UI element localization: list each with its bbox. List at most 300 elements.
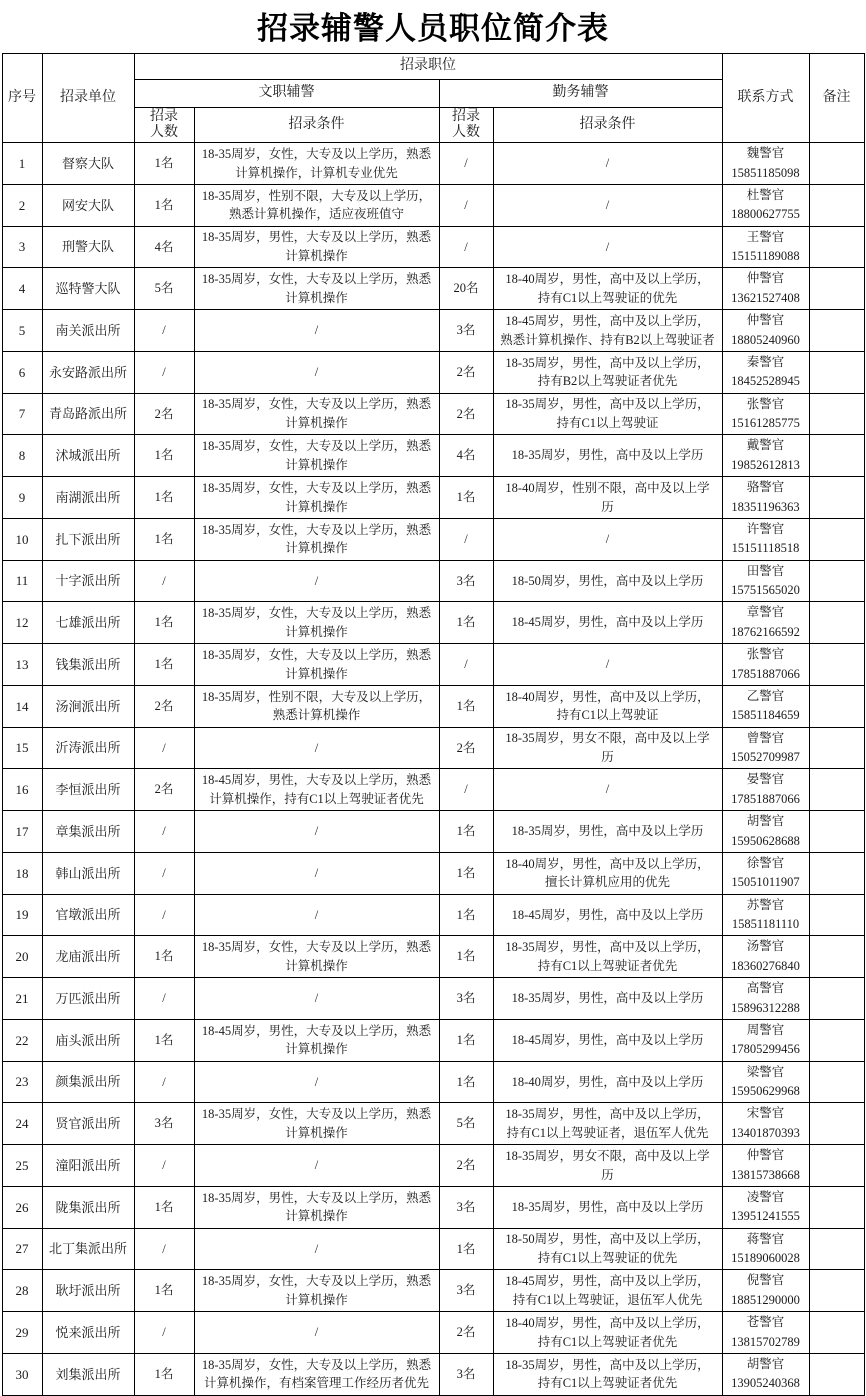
- civilian-condition-cell: /: [194, 1145, 439, 1187]
- header-unit: 招录单位: [42, 54, 134, 143]
- header-duty-count: 招录人数: [439, 108, 493, 143]
- civilian-count-cell: 1名: [134, 1270, 194, 1312]
- civilian-count-cell: 1名: [134, 435, 194, 477]
- table-row: [2, 1061, 864, 1103]
- table-row: [2, 268, 864, 310]
- contact-officer-name: 张警官: [746, 396, 785, 411]
- contact-cell: [722, 393, 809, 435]
- table-row: [2, 1145, 864, 1187]
- unit-cell: 潼阳派出所: [42, 1145, 134, 1187]
- remark-cell: [809, 978, 864, 1020]
- header-duty-condition: 招录条件: [493, 108, 722, 143]
- remark-cell: [809, 1270, 864, 1312]
- civilian-count-cell: /: [134, 560, 194, 602]
- contact-phone-number: 13401870393: [731, 1125, 800, 1140]
- contact-officer-name: 杜警官: [746, 187, 785, 202]
- civilian-condition-cell: /: [194, 727, 439, 769]
- row-number-cell: 20: [2, 936, 42, 978]
- civilian-count-cell: 3名: [134, 1103, 194, 1145]
- contact-phone-number: 17851887066: [731, 791, 800, 806]
- header-contact: 联系方式: [722, 54, 809, 143]
- duty-count-cell: 1名: [439, 852, 493, 894]
- contact-phone-number: 15151189088: [731, 249, 800, 264]
- contact-cell: [722, 1103, 809, 1145]
- duty-condition-cell: 18-35周岁，男性，高中及以上学历，持有B2以上驾驶证者优先: [493, 351, 722, 393]
- unit-cell: 永安路派出所: [42, 351, 134, 393]
- remark-cell: [809, 560, 864, 602]
- table-row: [2, 727, 864, 769]
- duty-condition-cell: 18-35周岁，男性，高中及以上学历，持有C1以上驾驶证者优先: [493, 1353, 722, 1395]
- contact-officer-name: 章警官: [746, 605, 785, 620]
- duty-condition-cell: /: [493, 644, 722, 686]
- contact-officer-name: 许警官: [746, 521, 785, 536]
- contact-cell: [722, 602, 809, 644]
- duty-condition-cell: 18-50周岁，男性，高中及以上学历，持有C1以上驾驶证的优先: [493, 1228, 722, 1270]
- table-row: [2, 477, 864, 519]
- duty-count-cell: /: [439, 644, 493, 686]
- row-number-cell: 3: [2, 226, 42, 268]
- civilian-condition-cell: 18-35周岁，性别不限，大专及以上学历，熟悉计算机操作，适应夜班值守: [194, 184, 439, 226]
- civilian-condition-cell: 18-35周岁，女性，大专及以上学历，熟悉计算机操作: [194, 644, 439, 686]
- civilian-condition-cell: 18-35周岁，女性，大专及以上学历，熟悉计算机操作: [194, 268, 439, 310]
- contact-phone-number: 13815738668: [731, 1167, 800, 1182]
- contact-phone-number: 15896312288: [731, 1000, 800, 1015]
- table-row: [2, 852, 864, 894]
- remark-cell: [809, 1103, 864, 1145]
- civilian-condition-cell: /: [194, 1061, 439, 1103]
- row-number-cell: 25: [2, 1145, 42, 1187]
- civilian-condition-cell: /: [194, 560, 439, 602]
- table-row: [2, 1019, 864, 1061]
- row-number-cell: 4: [2, 268, 42, 310]
- row-number-cell: 23: [2, 1061, 42, 1103]
- contact-cell: [722, 769, 809, 811]
- duty-count-cell: /: [439, 184, 493, 226]
- duty-count-cell: 2名: [439, 727, 493, 769]
- civilian-count-cell: /: [134, 1228, 194, 1270]
- unit-cell: 网安大队: [42, 184, 134, 226]
- unit-cell: 巡特警大队: [42, 268, 134, 310]
- contact-phone-number: 15161285775: [731, 416, 800, 431]
- contact-cell: [722, 1186, 809, 1228]
- row-number-cell: 16: [2, 769, 42, 811]
- row-number-cell: 17: [2, 811, 42, 853]
- contact-phone-number: 15950629968: [731, 1084, 800, 1099]
- table-row: [2, 184, 864, 226]
- unit-cell: 沭城派出所: [42, 435, 134, 477]
- contact-cell: [722, 894, 809, 936]
- table-row: [2, 1312, 864, 1354]
- unit-cell: 颜集派出所: [42, 1061, 134, 1103]
- table-row: [2, 310, 864, 352]
- unit-cell: 扎下派出所: [42, 518, 134, 560]
- contact-phone-number: 15851181110: [731, 917, 800, 932]
- remark-cell: [809, 1145, 864, 1187]
- contact-phone-number: 15189060028: [731, 1251, 800, 1266]
- civilian-count-cell: 2名: [134, 393, 194, 435]
- contact-officer-name: 周警官: [746, 1022, 785, 1037]
- civilian-condition-cell: 18-35周岁，女性，大专及以上学历，熟悉计算机操作: [194, 393, 439, 435]
- contact-phone-number: 13621527408: [731, 290, 800, 305]
- unit-cell: 钱集派出所: [42, 644, 134, 686]
- civilian-condition-cell: /: [194, 852, 439, 894]
- duty-count-cell: 1名: [439, 602, 493, 644]
- unit-cell: 十字派出所: [42, 560, 134, 602]
- duty-condition-cell: 18-45周岁，男性，高中及以上学历，熟悉计算机操作、持有B2以上驾驶证者: [493, 310, 722, 352]
- row-number-cell: 21: [2, 978, 42, 1020]
- contact-phone-number: 18762166592: [731, 624, 800, 639]
- contact-cell: [722, 644, 809, 686]
- unit-cell: 刑警大队: [42, 226, 134, 268]
- duty-condition-cell: 18-40周岁，男性，高中及以上学历，持有C1以上驾驶证的优先: [493, 268, 722, 310]
- remark-cell: [809, 894, 864, 936]
- duty-count-cell: 1名: [439, 1061, 493, 1103]
- civilian-condition-cell: 18-35周岁，女性，大专及以上学历，熟悉计算机操作: [194, 1270, 439, 1312]
- civilian-count-cell: 5名: [134, 268, 194, 310]
- duty-count-cell: 2名: [439, 1145, 493, 1187]
- header-civilian-condition: 招录条件: [194, 108, 439, 143]
- remark-cell: [809, 1186, 864, 1228]
- duty-condition-cell: /: [493, 184, 722, 226]
- civilian-condition-cell: 18-35周岁，男性，大专及以上学历，熟悉计算机操作: [194, 1186, 439, 1228]
- civilian-count-cell: 1名: [134, 477, 194, 519]
- contact-officer-name: 田警官: [746, 563, 785, 578]
- remark-cell: [809, 644, 864, 686]
- table-row: [2, 602, 864, 644]
- contact-phone-number: 15851184659: [731, 708, 800, 723]
- civilian-count-cell: /: [134, 310, 194, 352]
- contact-cell: [722, 310, 809, 352]
- header-duty-group: 勤务辅警: [439, 80, 722, 108]
- duty-count-cell: 3名: [439, 310, 493, 352]
- remark-cell: [809, 226, 864, 268]
- row-number-cell: 24: [2, 1103, 42, 1145]
- contact-officer-name: 苏警官: [746, 897, 785, 912]
- contact-cell: [722, 978, 809, 1020]
- civilian-count-cell: 1名: [134, 1186, 194, 1228]
- remark-cell: [809, 1228, 864, 1270]
- duty-count-cell: 1名: [439, 1228, 493, 1270]
- header-civilian-group: 文职辅警: [134, 80, 439, 108]
- contact-officer-name: 苍警官: [746, 1315, 785, 1330]
- contact-phone-number: 18800627755: [731, 207, 800, 222]
- table-row: [2, 1228, 864, 1270]
- remark-cell: [809, 143, 864, 185]
- unit-cell: 督察大队: [42, 143, 134, 185]
- remark-cell: [809, 811, 864, 853]
- civilian-count-cell: 1名: [134, 602, 194, 644]
- contact-officer-name: 骆警官: [746, 480, 785, 495]
- contact-officer-name: 胡警官: [746, 814, 785, 829]
- row-number-cell: 6: [2, 351, 42, 393]
- unit-cell: 龙庙派出所: [42, 936, 134, 978]
- civilian-count-cell: /: [134, 727, 194, 769]
- unit-cell: 李恒派出所: [42, 769, 134, 811]
- contact-cell: [722, 477, 809, 519]
- unit-cell: 章集派出所: [42, 811, 134, 853]
- duty-condition-cell: 18-40周岁，男性，高中及以上学历，持有C1以上驾驶证: [493, 685, 722, 727]
- contact-officer-name: 徐警官: [746, 855, 785, 870]
- remark-cell: [809, 435, 864, 477]
- civilian-count-cell: /: [134, 1312, 194, 1354]
- row-number-cell: 26: [2, 1186, 42, 1228]
- civilian-condition-cell: 18-35周岁，女性，大专及以上学历，熟悉计算机操作，计算机专业优先: [194, 143, 439, 185]
- duty-count-cell: 1名: [439, 811, 493, 853]
- civilian-condition-cell: 18-35周岁，女性，大专及以上学历，熟悉计算机操作: [194, 1103, 439, 1145]
- contact-cell: [722, 143, 809, 185]
- contact-phone-number: 17805299456: [731, 1042, 800, 1057]
- recruitment-table: [2, 53, 865, 1396]
- row-number-cell: 18: [2, 852, 42, 894]
- contact-officer-name: 胡警官: [746, 1356, 785, 1371]
- duty-condition-cell: 18-35周岁，男女不限，高中及以上学历: [493, 1145, 722, 1187]
- contact-phone-number: 15052709987: [731, 750, 800, 765]
- civilian-count-cell: 2名: [134, 685, 194, 727]
- duty-count-cell: 4名: [439, 435, 493, 477]
- duty-condition-cell: 18-35周岁，男性，高中及以上学历: [493, 1186, 722, 1228]
- table-row: [2, 769, 864, 811]
- contact-cell: [722, 1312, 809, 1354]
- duty-count-cell: 3名: [439, 560, 493, 602]
- civilian-condition-cell: 18-35周岁，女性，大专及以上学历，熟悉计算机操作: [194, 477, 439, 519]
- contact-cell: [722, 1145, 809, 1187]
- duty-count-cell: 1名: [439, 936, 493, 978]
- civilian-condition-cell: 18-35周岁，女性，大专及以上学历，熟悉计算机操作: [194, 518, 439, 560]
- unit-cell: 青岛路派出所: [42, 393, 134, 435]
- table-row: [2, 1186, 864, 1228]
- civilian-count-cell: 1名: [134, 1019, 194, 1061]
- remark-cell: [809, 518, 864, 560]
- contact-cell: [722, 518, 809, 560]
- unit-cell: 万匹派出所: [42, 978, 134, 1020]
- contact-cell: [722, 936, 809, 978]
- table-row: [2, 143, 864, 185]
- table-row: [2, 226, 864, 268]
- unit-cell: 耿圩派出所: [42, 1270, 134, 1312]
- contact-cell: [722, 811, 809, 853]
- civilian-condition-cell: /: [194, 310, 439, 352]
- row-number-cell: 29: [2, 1312, 42, 1354]
- civilian-count-cell: 1名: [134, 1353, 194, 1395]
- contact-cell: [722, 351, 809, 393]
- contact-officer-name: 仲警官: [746, 313, 785, 328]
- table-row: [2, 978, 864, 1020]
- row-number-cell: 19: [2, 894, 42, 936]
- civilian-condition-cell: 18-35周岁，女性，大专及以上学历，熟悉计算机操作，有档案管理工作经历者优先: [194, 1353, 439, 1395]
- contact-officer-name: 戴警官: [746, 438, 785, 453]
- contact-phone-number: 13951241555: [731, 1209, 800, 1224]
- civilian-condition-cell: 18-35周岁，女性，大专及以上学历，熟悉计算机操作: [194, 435, 439, 477]
- contact-cell: [722, 1270, 809, 1312]
- contact-officer-name: 仲警官: [746, 271, 785, 286]
- duty-condition-cell: 18-40周岁，男性，高中及以上学历，擅长计算机应用的优先: [493, 852, 722, 894]
- row-number-cell: 10: [2, 518, 42, 560]
- table-row: [2, 936, 864, 978]
- table-row: [2, 894, 864, 936]
- duty-condition-cell: 18-35周岁，男性，高中及以上学历: [493, 811, 722, 853]
- civilian-condition-cell: /: [194, 1228, 439, 1270]
- duty-count-cell: 1名: [439, 685, 493, 727]
- duty-count-cell: 3名: [439, 978, 493, 1020]
- civilian-count-cell: 1名: [134, 518, 194, 560]
- duty-count-cell: /: [439, 769, 493, 811]
- contact-phone-number: 18805240960: [731, 332, 800, 347]
- remark-cell: [809, 1061, 864, 1103]
- table-row: [2, 518, 864, 560]
- contact-phone-number: 18851290000: [731, 1292, 800, 1307]
- civilian-condition-cell: 18-35周岁，女性，大专及以上学历，熟悉计算机操作: [194, 936, 439, 978]
- civilian-condition-cell: /: [194, 351, 439, 393]
- contact-phone-number: 18452528945: [731, 374, 800, 389]
- civilian-condition-cell: /: [194, 894, 439, 936]
- duty-condition-cell: 18-35周岁，男性，高中及以上学历，持有C1以上驾驶证: [493, 393, 722, 435]
- contact-officer-name: 梁警官: [746, 1064, 785, 1079]
- row-number-cell: 2: [2, 184, 42, 226]
- contact-officer-name: 汤警官: [746, 939, 785, 954]
- civilian-condition-cell: 18-35周岁，女性，大专及以上学历，熟悉计算机操作: [194, 602, 439, 644]
- table-header: [2, 54, 864, 143]
- unit-cell: 汤涧派出所: [42, 685, 134, 727]
- remark-cell: [809, 1312, 864, 1354]
- civilian-condition-cell: 18-45周岁，男性，大专及以上学历，熟悉计算机操作: [194, 1019, 439, 1061]
- contact-phone-number: 18360276840: [731, 958, 800, 973]
- row-number-cell: 1: [2, 143, 42, 185]
- contact-phone-number: 15051011907: [731, 875, 800, 890]
- contact-cell: [722, 184, 809, 226]
- contact-phone-number: 15151118518: [731, 541, 800, 556]
- civilian-condition-cell: 18-45周岁，男性，大专及以上学历，熟悉计算机操作，持有C1以上驾驶证者优先: [194, 769, 439, 811]
- contact-officer-name: 魏警官: [746, 146, 785, 161]
- contact-cell: [722, 1019, 809, 1061]
- row-number-cell: 15: [2, 727, 42, 769]
- duty-count-cell: 2名: [439, 393, 493, 435]
- duty-condition-cell: /: [493, 518, 722, 560]
- header-civilian-count: 招录人数: [134, 108, 194, 143]
- contact-officer-name: 乙警官: [746, 688, 785, 703]
- contact-phone-number: 18351196363: [731, 499, 800, 514]
- contact-phone-number: 17851887066: [731, 666, 800, 681]
- contact-officer-name: 晏警官: [746, 772, 785, 787]
- remark-cell: [809, 1019, 864, 1061]
- contact-phone-number: 19852612813: [731, 457, 800, 472]
- civilian-count-cell: /: [134, 351, 194, 393]
- duty-condition-cell: /: [493, 769, 722, 811]
- contact-officer-name: 宋警官: [746, 1106, 785, 1121]
- contact-cell: [722, 226, 809, 268]
- civilian-condition-cell: /: [194, 811, 439, 853]
- duty-condition-cell: 18-35周岁，男性，高中及以上学历，持有C1以上驾驶证者优先: [493, 936, 722, 978]
- duty-condition-cell: 18-45周岁，男性，高中及以上学历: [493, 1019, 722, 1061]
- duty-condition-cell: 18-50周岁，男性，高中及以上学历: [493, 560, 722, 602]
- duty-count-cell: 3名: [439, 1353, 493, 1395]
- remark-cell: [809, 351, 864, 393]
- civilian-count-cell: /: [134, 894, 194, 936]
- unit-cell: 贤官派出所: [42, 1103, 134, 1145]
- duty-count-cell: 3名: [439, 1186, 493, 1228]
- row-number-cell: 7: [2, 393, 42, 435]
- row-number-cell: 9: [2, 477, 42, 519]
- contact-officer-name: 倪警官: [746, 1273, 785, 1288]
- contact-cell: [722, 685, 809, 727]
- civilian-count-cell: /: [134, 1145, 194, 1187]
- remark-cell: [809, 477, 864, 519]
- contact-cell: [722, 560, 809, 602]
- unit-cell: 南湖派出所: [42, 477, 134, 519]
- duty-count-cell: 3名: [439, 1270, 493, 1312]
- duty-count-cell: 2名: [439, 1312, 493, 1354]
- civilian-count-cell: 4名: [134, 226, 194, 268]
- duty-condition-cell: 18-35周岁，男性，高中及以上学历: [493, 978, 722, 1020]
- civilian-count-cell: /: [134, 811, 194, 853]
- contact-officer-name: 仲警官: [746, 1148, 785, 1163]
- remark-cell: [809, 602, 864, 644]
- remark-cell: [809, 936, 864, 978]
- table-row: [2, 811, 864, 853]
- header-no: 序号: [2, 54, 42, 143]
- remark-cell: [809, 727, 864, 769]
- civilian-condition-cell: /: [194, 978, 439, 1020]
- civilian-condition-cell: /: [194, 1312, 439, 1354]
- duty-count-cell: /: [439, 143, 493, 185]
- row-number-cell: 28: [2, 1270, 42, 1312]
- contact-cell: [722, 268, 809, 310]
- row-number-cell: 14: [2, 685, 42, 727]
- duty-count-cell: 1名: [439, 477, 493, 519]
- header-position-group: 招录职位: [134, 54, 722, 80]
- row-number-cell: 8: [2, 435, 42, 477]
- duty-count-cell: 1名: [439, 894, 493, 936]
- duty-condition-cell: 18-35周岁，男女不限，高中及以上学历: [493, 727, 722, 769]
- table-row: [2, 644, 864, 686]
- remark-cell: [809, 769, 864, 811]
- civilian-count-cell: 1名: [134, 936, 194, 978]
- row-number-cell: 22: [2, 1019, 42, 1061]
- unit-cell: 七雄派出所: [42, 602, 134, 644]
- civilian-count-cell: /: [134, 852, 194, 894]
- remark-cell: [809, 685, 864, 727]
- contact-cell: [722, 727, 809, 769]
- duty-count-cell: 20名: [439, 268, 493, 310]
- civilian-count-cell: 2名: [134, 769, 194, 811]
- table-row: [2, 351, 864, 393]
- duty-count-cell: /: [439, 518, 493, 560]
- duty-condition-cell: 18-40周岁，男性，高中及以上学历，持有C1以上驾驶证者优先: [493, 1312, 722, 1354]
- duty-condition-cell: 18-40周岁，男性，高中及以上学历: [493, 1061, 722, 1103]
- row-number-cell: 30: [2, 1353, 42, 1395]
- table-row: [2, 1270, 864, 1312]
- duty-condition-cell: 18-45周岁，男性，高中及以上学历: [493, 602, 722, 644]
- contact-phone-number: 13905240368: [731, 1376, 800, 1391]
- remark-cell: [809, 393, 864, 435]
- contact-officer-name: 蒋警官: [746, 1231, 785, 1246]
- civilian-condition-cell: 18-35周岁，性别不限，大专及以上学历，熟悉计算机操作: [194, 685, 439, 727]
- unit-cell: 韩山派出所: [42, 852, 134, 894]
- unit-cell: 陇集派出所: [42, 1186, 134, 1228]
- unit-cell: 悦来派出所: [42, 1312, 134, 1354]
- contact-officer-name: 高警官: [746, 981, 785, 996]
- table-row: [2, 560, 864, 602]
- contact-cell: [722, 1061, 809, 1103]
- contact-cell: [722, 852, 809, 894]
- civilian-count-cell: /: [134, 978, 194, 1020]
- contact-officer-name: 张警官: [746, 647, 785, 662]
- header-remark: 备注: [809, 54, 864, 143]
- unit-cell: 北丁集派出所: [42, 1228, 134, 1270]
- remark-cell: [809, 310, 864, 352]
- duty-count-cell: 1名: [439, 1019, 493, 1061]
- civilian-count-cell: 1名: [134, 143, 194, 185]
- page-title: 招录辅警人员职位简介表: [257, 11, 609, 46]
